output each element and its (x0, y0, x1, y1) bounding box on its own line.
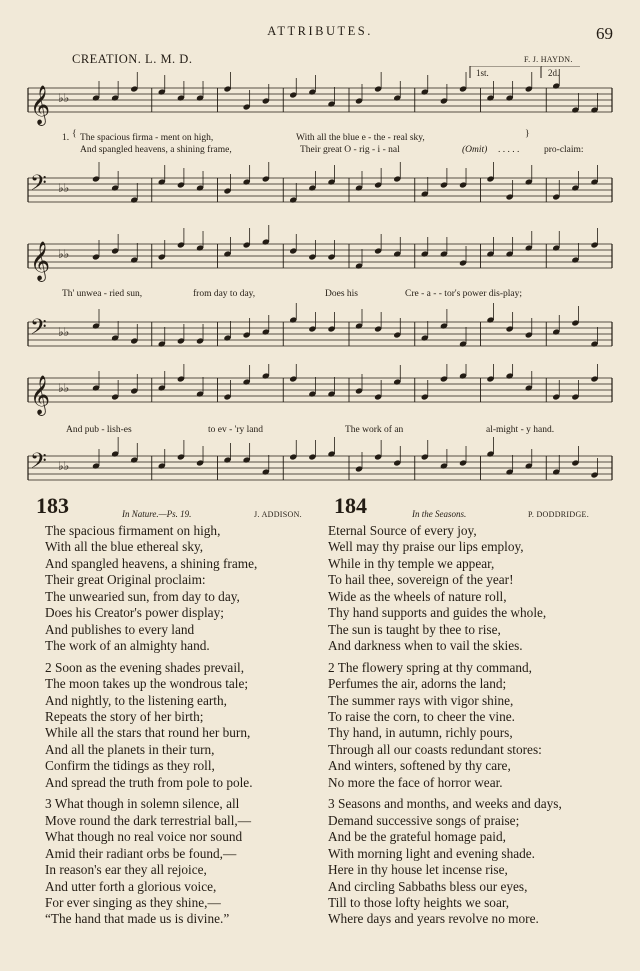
lyric-line-3-part3: The work of an (345, 425, 404, 435)
verse-line: With all the blue ethereal sky, (45, 539, 204, 555)
key-signature-flats-icon: ♭♭ (58, 325, 70, 339)
verse-line: The moon takes up the wondrous tale; (45, 676, 249, 692)
verse-line: 3 Seasons and months, and weeks and days, (328, 796, 562, 812)
verse-line: And utter forth a glorious voice, (45, 878, 217, 894)
verse-line: What though no real voice nor sound (45, 829, 243, 845)
hymn-number: 183 (36, 493, 69, 518)
stanza-3 (328, 796, 628, 928)
key-signature-flats-icon: ♭♭ (58, 381, 70, 395)
verse-line: Their great Original proclaim: (45, 572, 206, 588)
verse-line: The sun is taught by thee to rise, (328, 621, 501, 637)
verse-number: 1. (62, 133, 70, 143)
key-signature-flats-icon: ♭♭ (58, 459, 70, 473)
verse-line: And be the grateful homage paid, (328, 829, 506, 845)
verse-line: And all the planets in their turn, (45, 741, 215, 757)
verse-line: To raise the corn, to cheer the vine. (328, 708, 515, 724)
verse-line: While all the stars that round her burn, (45, 725, 251, 741)
page-header-title: ATTRIBUTES. (267, 24, 373, 38)
verse-line: Confirm the tidings as they roll, (45, 758, 215, 774)
lyric-line-3-part2: to ev - 'ry land (208, 425, 264, 435)
bass-staff-3 (28, 437, 612, 480)
verse-line: “The hand that made us is divine.” (45, 911, 230, 927)
bass-staff-1 (28, 162, 612, 204)
verse-line: And winters, softened by thy care, (328, 758, 511, 774)
verse-line: Perfumes the air, adorns the land; (328, 676, 507, 692)
bass-staff-2 (28, 303, 612, 348)
stanza-1 (328, 523, 628, 655)
hymn-author: J. ADDISON. (254, 510, 302, 519)
key-signature-flats-icon: ♭♭ (58, 181, 70, 195)
hymn-184-heading (328, 493, 628, 521)
lyric-line-2-part3: Does his (325, 289, 358, 299)
volta-brackets (470, 66, 580, 78)
verse-line: Thy hand, in autumn, richly pours, (328, 725, 513, 741)
stanza-1 (45, 523, 316, 655)
lyric-line-2-part2: from day to day, (193, 289, 256, 299)
verse-line: The unwearied sun, from day to day, (45, 588, 240, 604)
verse-line: Thy hand supports and guides the whole, (328, 605, 547, 621)
verse-line: While in thy temple we appear, (328, 555, 495, 571)
stanza-2 (45, 660, 316, 792)
hymn-source: In the Seasons. (412, 509, 467, 519)
verse-line: The work of an almighty hand. (45, 638, 210, 654)
verse-line: Where days and years revolve no more. (328, 911, 539, 927)
treble-staff-2 (28, 225, 612, 282)
stanza-3 (45, 796, 316, 928)
verse-line: To hail thee, sovereign of the year! (328, 572, 514, 588)
bass-clef-icon: 𝄢 (30, 171, 47, 201)
verse-line: Does his Creator's power display; (45, 605, 224, 621)
verse-line: Here in thy house let incense rise, (328, 862, 508, 878)
hymn-author: P. DODDRIDGE. (528, 510, 590, 519)
lyric-line-1a-part1: The spacious firma - ment on high, (80, 133, 214, 143)
verse-line: 3 What though in solemn silence, all (45, 796, 240, 812)
lyric-omit: (Omit) (462, 145, 488, 155)
hymn-184-text (328, 523, 628, 928)
verse-line: With morning light and evening shade. (328, 845, 536, 861)
key-signature-flats-icon: ♭♭ (58, 247, 70, 261)
treble-staff-3 (28, 364, 612, 416)
lyric-line-3-part4: al-might - y hand. (486, 425, 555, 435)
lyric-line-3-part1: And pub - lish-es (66, 425, 132, 435)
lyric-line-2-part1: Th' unwea - ried sun, (62, 289, 143, 299)
brace-left: { (72, 129, 77, 139)
treble-clef-icon: 𝄞 (30, 241, 51, 281)
verse-line: And publishes to every land (45, 621, 195, 637)
verse-line: And darkness when to vail the skies. (328, 638, 523, 654)
lyric-line-1b-part2: Their great O - rig - i - nal (300, 145, 400, 155)
page-number: 69 (596, 24, 613, 43)
key-signature-flats-icon: ♭♭ (58, 91, 70, 105)
verse-line: And spread the truth from pole to pole. (45, 774, 253, 790)
verse-line: No more the face of horror wear. (328, 774, 503, 790)
brace-right: } (525, 129, 530, 139)
verse-line: Move round the dark terrestrial ball,— (45, 812, 252, 828)
hymn-184 (328, 493, 628, 928)
verse-line: Well may thy praise our lips employ, (328, 539, 524, 555)
verse-line: Till to those lofty heights we soar, (328, 894, 510, 910)
verse-line: And nightly, to the listening earth, (45, 692, 227, 708)
hymn-183 (36, 493, 316, 928)
tune-name: CREATION. L. M. D. (72, 52, 193, 66)
verse-line: The spacious firmament on high, (45, 523, 221, 538)
hymn-183-text (45, 523, 316, 928)
treble-clef-icon: 𝄞 (30, 85, 51, 125)
verse-line: And spangled heavens, a shining frame, (45, 555, 258, 571)
bass-clef-icon: 𝄢 (30, 449, 47, 479)
verse-line: For ever singing as they shine,— (45, 894, 221, 910)
verse-line: Amid their radiant orbs be found,— (45, 845, 237, 861)
music-system-3 (0, 364, 640, 494)
hymn-183-heading (36, 493, 316, 521)
hymn-source: In Nature.—Ps. 19. (122, 509, 192, 519)
lyric-line-2-part4: Cre - a - - tor's power dis-play; (405, 289, 522, 299)
verse-line: In reason's ear they all rejoice, (45, 862, 207, 878)
lyric-proclaim: pro-claim: (544, 145, 584, 155)
verse-line: 2 The flowery spring at thy command, (328, 659, 532, 675)
bass-clef-icon: 𝄢 (30, 315, 47, 345)
volta-first-label: 1st. (476, 68, 489, 78)
verse-line: And circling Sabbaths bless our eyes, (328, 878, 528, 894)
music-system-1 (0, 66, 640, 216)
hymn-number: 184 (334, 493, 367, 518)
verse-line: Eternal Source of every joy, (328, 523, 477, 538)
verse-line: Through all our coasts redundant stores: (328, 741, 542, 757)
verse-line: Wide as the wheels of nature roll, (328, 588, 507, 604)
verse-line: Demand successive songs of praise; (328, 812, 520, 828)
lyric-dots: . . . . . (498, 145, 520, 155)
verse-line: Repeats the story of her birth; (45, 708, 204, 724)
music-system-2 (0, 224, 640, 364)
composer: F. J. HAYDN. (524, 55, 573, 64)
stanza-2 (328, 660, 628, 792)
volta-second-label: 2d. (548, 68, 560, 78)
lyric-line-1b-part1: And spangled heavens, a shining frame, (80, 145, 232, 155)
verse-line: 2 Soon as the evening shades prevail, (45, 659, 245, 675)
treble-staff-1 (28, 69, 612, 126)
treble-clef-icon: 𝄞 (30, 375, 51, 415)
lyric-line-1a-part2: With all the blue e - the - real sky, (296, 133, 425, 143)
verse-line: The summer rays with vigor shine, (328, 692, 514, 708)
